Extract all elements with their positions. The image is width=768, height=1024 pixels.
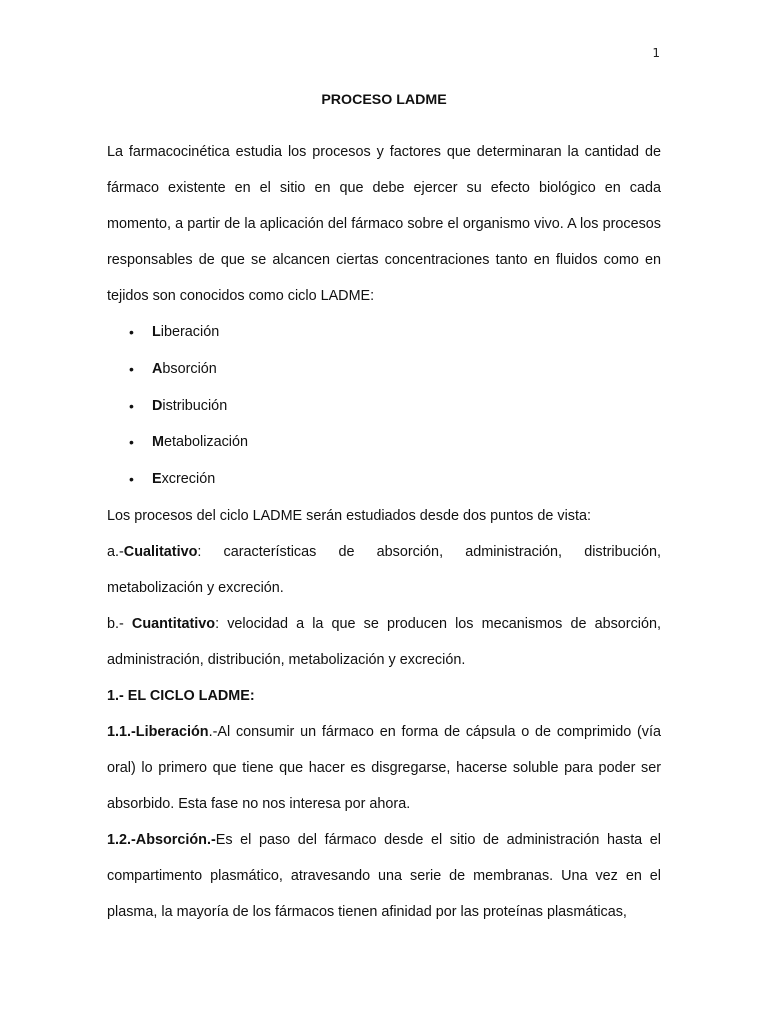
list-item (107, 424, 661, 461)
list-item (107, 314, 661, 351)
absorption-paragraph (107, 822, 661, 930)
page-number: 1 (652, 46, 660, 60)
item-rest: iberación (160, 324, 220, 340)
section-heading-ladme-cycle: 1.- EL CICLO LADME: (107, 687, 255, 704)
intro-paragraph: La farmacocinética estudia los procesos y factores que determinaran la cantidad de fármaco existente en el sitio en que debe ejercer su efecto biológico en cada momento, a partir de la aplicación del fármaco sobre el organismo vivo. A los procesos responsables de que se alcancen ciertas concentraciones tanto en fluidos como en tejidos son conocidos como ciclo LADME: (107, 144, 661, 304)
bullet-icon: • (129, 360, 134, 377)
qualitative-term: Cualitativo (123, 543, 198, 560)
qualitative-prefix: a.- (107, 543, 124, 560)
quantitative-term: Cuantitativo (131, 615, 216, 632)
item-rest: bsorción (162, 360, 217, 377)
bullet-icon: • (129, 434, 134, 451)
quantitative-paragraph (107, 606, 661, 678)
bullet-icon: • (129, 324, 134, 340)
quantitative-text: : velocidad a la que se producen los mecanismos de absorción, administración, distribución, metabolización y excreción. (107, 615, 662, 668)
bullet-icon: • (129, 471, 134, 488)
item-initial: A (152, 360, 163, 377)
document-body (107, 88, 661, 930)
absorption-term: 1.2.-Absorción.- (107, 831, 216, 848)
liberation-term: 1.1.-Liberación (107, 723, 209, 740)
qualitative-paragraph (107, 534, 661, 606)
ladme-list (107, 314, 661, 498)
absorption-text: Es el paso del fármaco desde el sitio de administración hasta el compartimento plasmático, atravesando una serie de membranas. Una vez en el plasma, la mayoría de los fármacos tienen afinidad por las proteínas plasmáticas, (107, 831, 661, 920)
item-rest: xcreción (161, 471, 216, 488)
quantitative-prefix: b.- (107, 615, 132, 632)
item-initial: L (152, 324, 161, 340)
list-item (107, 461, 661, 498)
item-rest: istribución (162, 397, 228, 414)
item-rest: etabolización (164, 434, 249, 451)
liberation-text: .-Al consumir un fármaco en forma de cápsula o de comprimido (vía oral) lo primero que tiene que hacer es disgregarse, hacerse soluble para poder ser absorbido. Esta fase no nos interesa por ahora. (107, 723, 661, 812)
item-initial: M (152, 434, 164, 451)
list-item (107, 388, 661, 425)
qualitative-text: : características de absorción, administración, distribución, metabolización y excreción. (107, 543, 661, 596)
liberation-paragraph (107, 714, 661, 822)
item-initial: E (152, 471, 162, 488)
item-initial: D (152, 397, 163, 414)
list-item (107, 351, 661, 388)
document-title: PROCESO LADME (321, 92, 447, 108)
points-of-view-paragraph: Los procesos del ciclo LADME serán estudiados desde dos puntos de vista: (107, 507, 591, 524)
bullet-icon: • (129, 397, 134, 414)
